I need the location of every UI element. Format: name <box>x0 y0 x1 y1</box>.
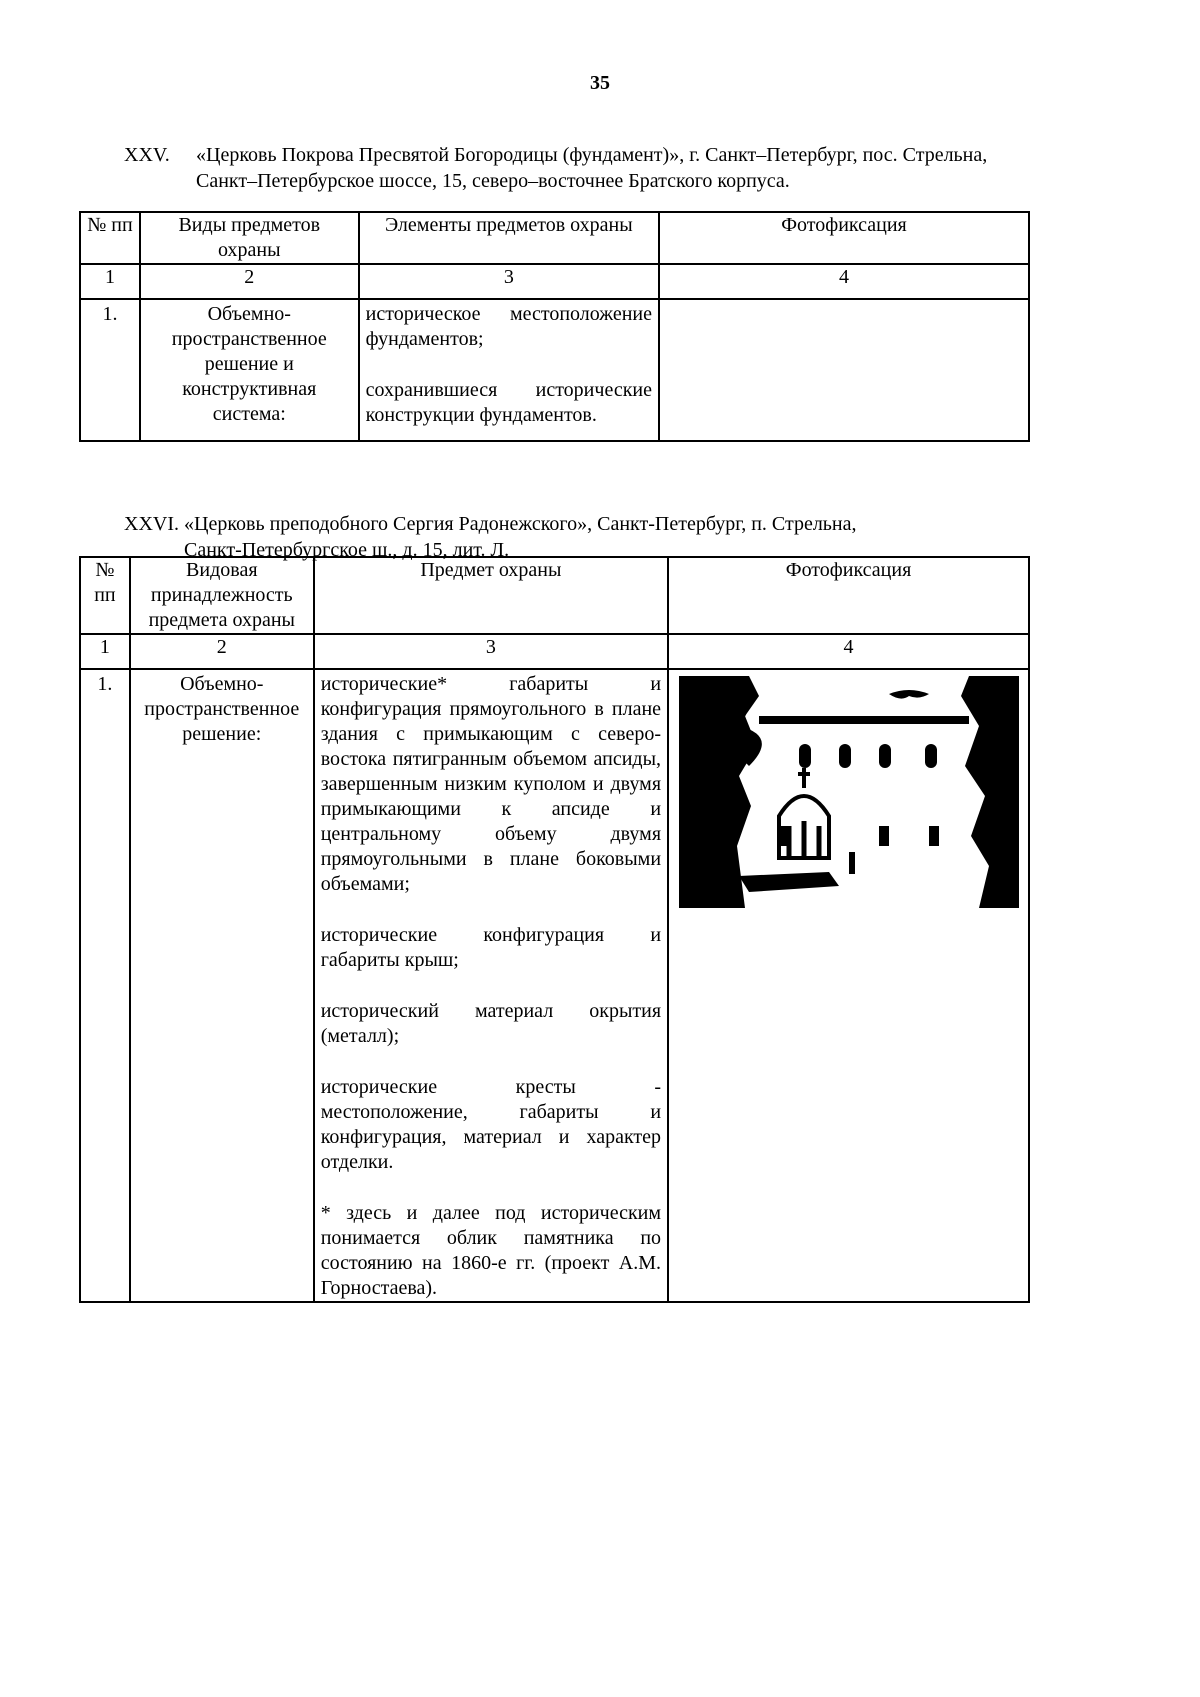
header-num: № пп <box>80 212 140 264</box>
section-title-line2: Санкт–Петербурское шоссе, 15, северо–восточнее Братского корпуса. <box>196 170 790 192</box>
element-item: исторические кресты - местоположение, габариты и конфигурация, материал и характер отделки. <box>320 1076 662 1173</box>
element-item: сохранившиеся исторические конструкции фундаментов. <box>365 379 652 426</box>
row-num: 1. <box>80 299 140 441</box>
row-photo-cell <box>668 669 1029 1302</box>
row-photo-cell <box>659 299 1029 441</box>
col-number: 2 <box>130 634 314 669</box>
header-photo: Фотофиксация <box>659 212 1029 264</box>
row-elements <box>359 299 659 441</box>
element-item: исторический материал окрытия (металл); <box>320 1000 662 1047</box>
header-type: Видовая принадлежность предмета охраны <box>130 557 314 634</box>
protection-table-xxvi <box>79 556 1030 1303</box>
row-type: Объемно-пространственное решение: <box>130 669 314 1302</box>
header-photo: Фотофиксация <box>668 557 1029 634</box>
header-type: Виды предметов охраны <box>140 212 359 264</box>
element-item: исторические конфигурация и габариты крыш; <box>320 924 662 971</box>
row-elements <box>314 669 668 1302</box>
col-number: 4 <box>659 264 1029 299</box>
element-item: исторические* габариты и конфигурация прямоугольного в плане здания с примыкающим с северо-востока пятигранным объемом апсиды, завершенным низким куполом и двумя примыкающими к апсиде и центральному объему двумя прямоугольными в плане боковыми объемами; <box>320 673 662 895</box>
row-type: Объемно-пространственное решение и конструктивная система: <box>140 299 359 441</box>
church-photo <box>679 676 1019 908</box>
header-elements: Элементы предметов охраны <box>359 212 659 264</box>
col-number: 1 <box>80 634 130 669</box>
protection-table-xxv <box>79 211 1030 442</box>
element-item: * здесь и далее под историческим понимается облик памятника по состоянию на 1860-е гг. (проект А.М. Горностаева). <box>320 1202 662 1299</box>
col-number: 2 <box>140 264 359 299</box>
section-heading-xxv <box>124 142 1124 194</box>
col-number: 3 <box>314 634 668 669</box>
section-title-line2: Санкт-Петербургское ш., д. 15, лит. Л. <box>184 539 510 561</box>
col-number: 1 <box>80 264 140 299</box>
element-item: историческое местоположение фундаментов; <box>365 303 652 350</box>
row-num: 1. <box>80 669 130 1302</box>
section-title-line1: «Церковь преподобного Сергия Радонежского», Санкт-Петербург, п. Стрельна, <box>184 513 857 535</box>
page-number: 35 <box>590 72 610 94</box>
col-number: 4 <box>668 634 1029 669</box>
col-number: 3 <box>359 264 659 299</box>
header-num: № пп <box>80 557 130 634</box>
section-roman: XXV. <box>124 144 170 166</box>
section-title-line1: «Церковь Покрова Пресвятой Богородицы (фундамент)», г. Санкт–Петербург, пос. Стрельна, <box>196 144 988 166</box>
section-roman: XXVI. <box>124 513 179 535</box>
header-elements: Предмет охраны <box>314 557 668 634</box>
